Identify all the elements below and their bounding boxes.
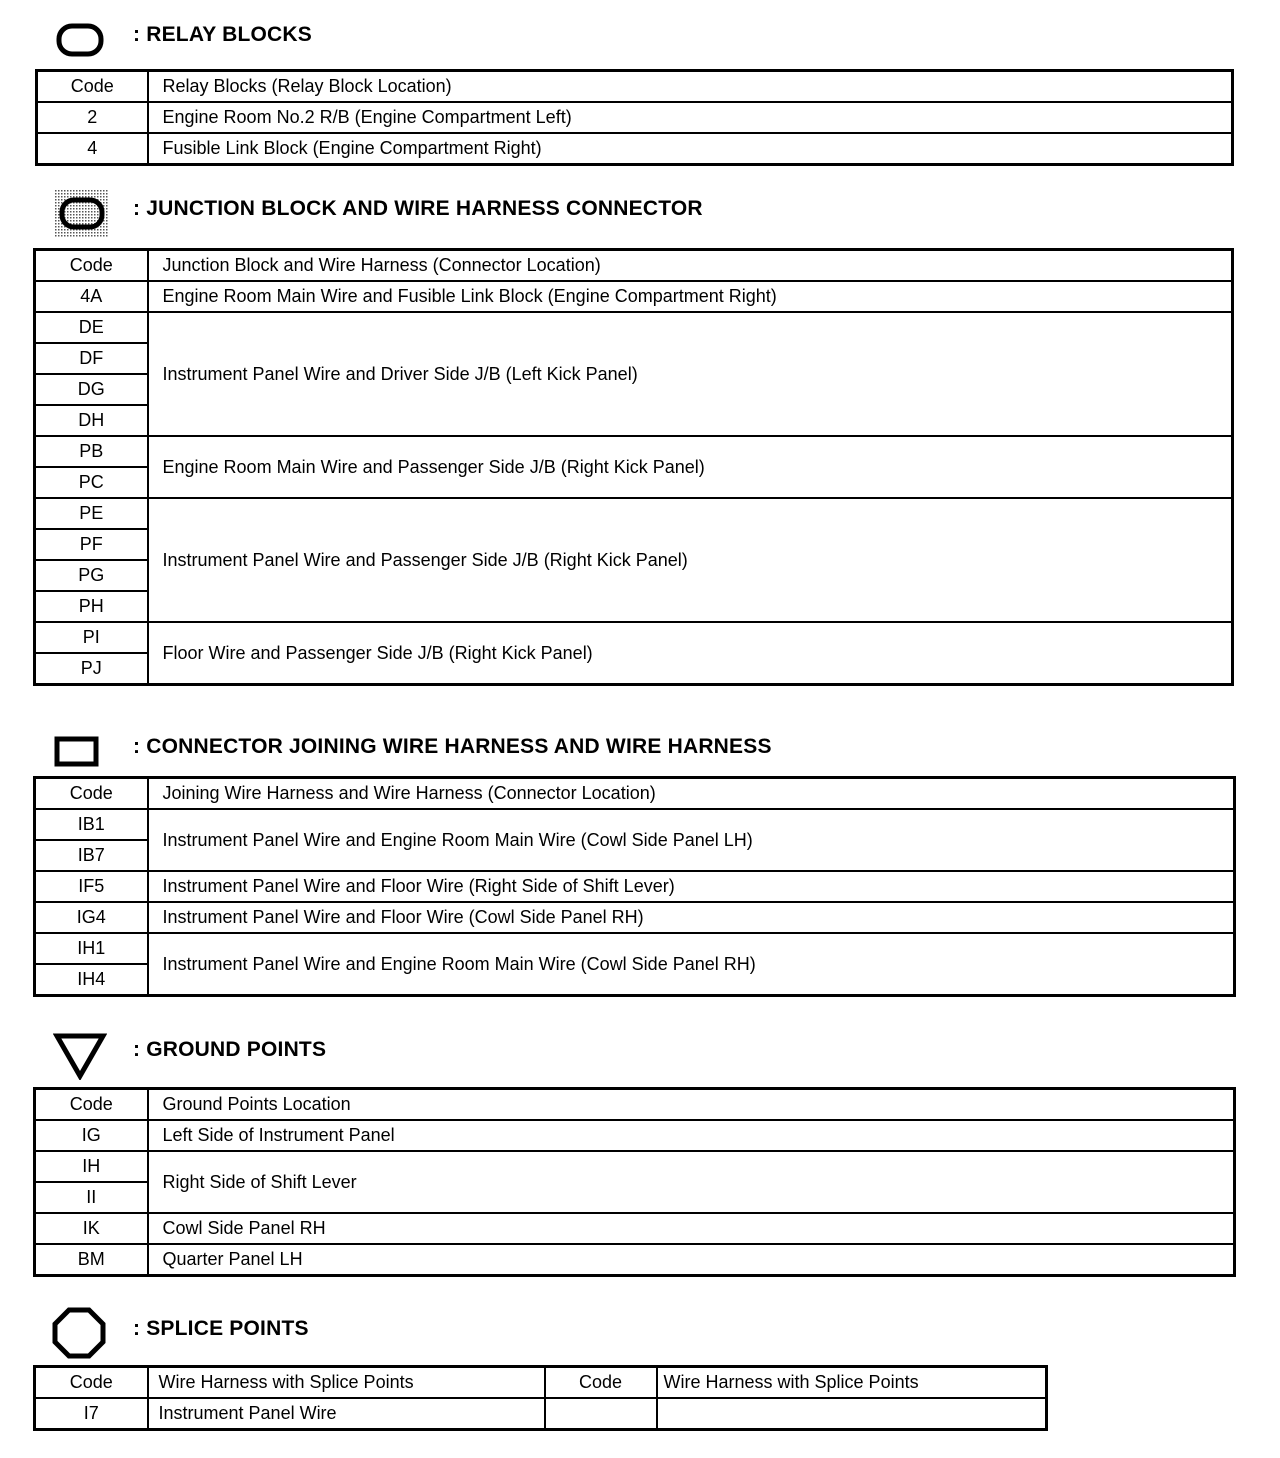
desc-cell: Quarter Panel LH: [148, 1244, 1235, 1276]
code-cell: IH1: [35, 933, 148, 964]
header-desc: Ground Points Location: [148, 1089, 1235, 1121]
empty-code-cell: [545, 1398, 657, 1430]
table-header-row: [37, 71, 1233, 103]
empty-desc-cell: [657, 1398, 1047, 1430]
code-cell: PJ: [35, 653, 148, 685]
code-cell: 4A: [35, 281, 148, 312]
relay-block-icon: [56, 22, 106, 58]
code-cell: IB1: [35, 809, 148, 840]
table-row: [35, 281, 1233, 312]
table-row: [35, 1151, 1235, 1182]
table-row: [35, 622, 1233, 653]
splice-points-table: [33, 1365, 1048, 1431]
header-code: Code: [35, 1367, 148, 1399]
table-header-row: [35, 250, 1233, 282]
table-row: [35, 902, 1235, 933]
ground-points-table: [33, 1087, 1236, 1277]
splice-point-icon: [52, 1307, 106, 1359]
junction-block-icon: [55, 190, 109, 237]
header-desc: Relay Blocks (Relay Block Location): [148, 71, 1233, 103]
header-code: Code: [35, 1089, 148, 1121]
desc-cell: Instrument Panel Wire: [148, 1398, 545, 1430]
desc-cell: Instrument Panel Wire and Floor Wire (Right Side of Shift Lever): [148, 871, 1235, 902]
table-row: [37, 102, 1233, 133]
desc-cell: Right Side of Shift Lever: [148, 1151, 1235, 1213]
table-row: [35, 1398, 1047, 1430]
code-cell: PI: [35, 622, 148, 653]
header-code: Code: [35, 250, 148, 282]
header-code-2: Code: [545, 1367, 657, 1399]
code-cell: 4: [37, 133, 148, 165]
table-row: [35, 498, 1233, 529]
code-cell: IG4: [35, 902, 148, 933]
desc-cell: Engine Room Main Wire and Passenger Side J/B (Right Kick Panel): [148, 436, 1233, 498]
connector-table: [33, 776, 1236, 997]
desc-cell: Floor Wire and Passenger Side J/B (Right Kick Panel): [148, 622, 1233, 685]
code-cell: I7: [35, 1398, 148, 1430]
section-title-relay-blocks: : RELAY BLOCKS: [133, 23, 312, 46]
section-title-ground-points: : GROUND POINTS: [133, 1038, 327, 1061]
table-row: [35, 1120, 1235, 1151]
connector-icon: [54, 736, 100, 768]
desc-cell: Instrument Panel Wire and Driver Side J/B (Left Kick Panel): [148, 312, 1233, 436]
code-cell: IH: [35, 1151, 148, 1182]
code-cell: DF: [35, 343, 148, 374]
desc-cell: Instrument Panel Wire and Engine Room Main Wire (Cowl Side Panel RH): [148, 933, 1235, 996]
relay-blocks-table: [35, 69, 1234, 166]
desc-cell: Engine Room Main Wire and Fusible Link Block (Engine Compartment Right): [148, 281, 1233, 312]
code-cell: IF5: [35, 871, 148, 902]
code-cell: PE: [35, 498, 148, 529]
table-row: [35, 1244, 1235, 1276]
table-header-row: [35, 778, 1235, 810]
section-title-splice-points: : SPLICE POINTS: [133, 1317, 309, 1340]
ground-point-icon: [53, 1032, 107, 1080]
header-code: Code: [37, 71, 148, 103]
code-cell: 2: [37, 102, 148, 133]
table-row: [35, 1213, 1235, 1244]
code-cell: PG: [35, 560, 148, 591]
section-title-junction-block: : JUNCTION BLOCK AND WIRE HARNESS CONNECTOR: [133, 197, 703, 220]
header-desc: Junction Block and Wire Harness (Connector Location): [148, 250, 1233, 282]
table-header-row: [35, 1367, 1047, 1399]
header-desc-2: Wire Harness with Splice Points: [657, 1367, 1047, 1399]
table-header-row: [35, 1089, 1235, 1121]
table-row: [35, 312, 1233, 343]
table-row: [35, 436, 1233, 467]
table-row: [35, 933, 1235, 964]
code-cell: IG: [35, 1120, 148, 1151]
code-cell: IH4: [35, 964, 148, 996]
code-cell: DG: [35, 374, 148, 405]
table-row: [35, 871, 1235, 902]
junction-block-table: [33, 248, 1234, 686]
code-cell: DE: [35, 312, 148, 343]
code-cell: BM: [35, 1244, 148, 1276]
code-cell: IK: [35, 1213, 148, 1244]
table-row: [37, 133, 1233, 165]
code-cell: PH: [35, 591, 148, 622]
code-cell: PB: [35, 436, 148, 467]
desc-cell: Instrument Panel Wire and Passenger Side J/B (Right Kick Panel): [148, 498, 1233, 622]
code-cell: PC: [35, 467, 148, 498]
desc-cell: Left Side of Instrument Panel: [148, 1120, 1235, 1151]
desc-cell: Cowl Side Panel RH: [148, 1213, 1235, 1244]
header-desc: Joining Wire Harness and Wire Harness (Connector Location): [148, 778, 1235, 810]
code-cell: DH: [35, 405, 148, 436]
desc-cell: Engine Room No.2 R/B (Engine Compartment Left): [148, 102, 1233, 133]
code-cell: PF: [35, 529, 148, 560]
header-code: Code: [35, 778, 148, 810]
desc-cell: Fusible Link Block (Engine Compartment Right): [148, 133, 1233, 165]
desc-cell: Instrument Panel Wire and Engine Room Main Wire (Cowl Side Panel LH): [148, 809, 1235, 871]
table-row: [35, 809, 1235, 840]
header-desc: Wire Harness with Splice Points: [148, 1367, 545, 1399]
section-title-connector: : CONNECTOR JOINING WIRE HARNESS AND WIRE HARNESS: [133, 735, 772, 758]
code-cell: IB7: [35, 840, 148, 871]
code-cell: II: [35, 1182, 148, 1213]
desc-cell: Instrument Panel Wire and Floor Wire (Cowl Side Panel RH): [148, 902, 1235, 933]
